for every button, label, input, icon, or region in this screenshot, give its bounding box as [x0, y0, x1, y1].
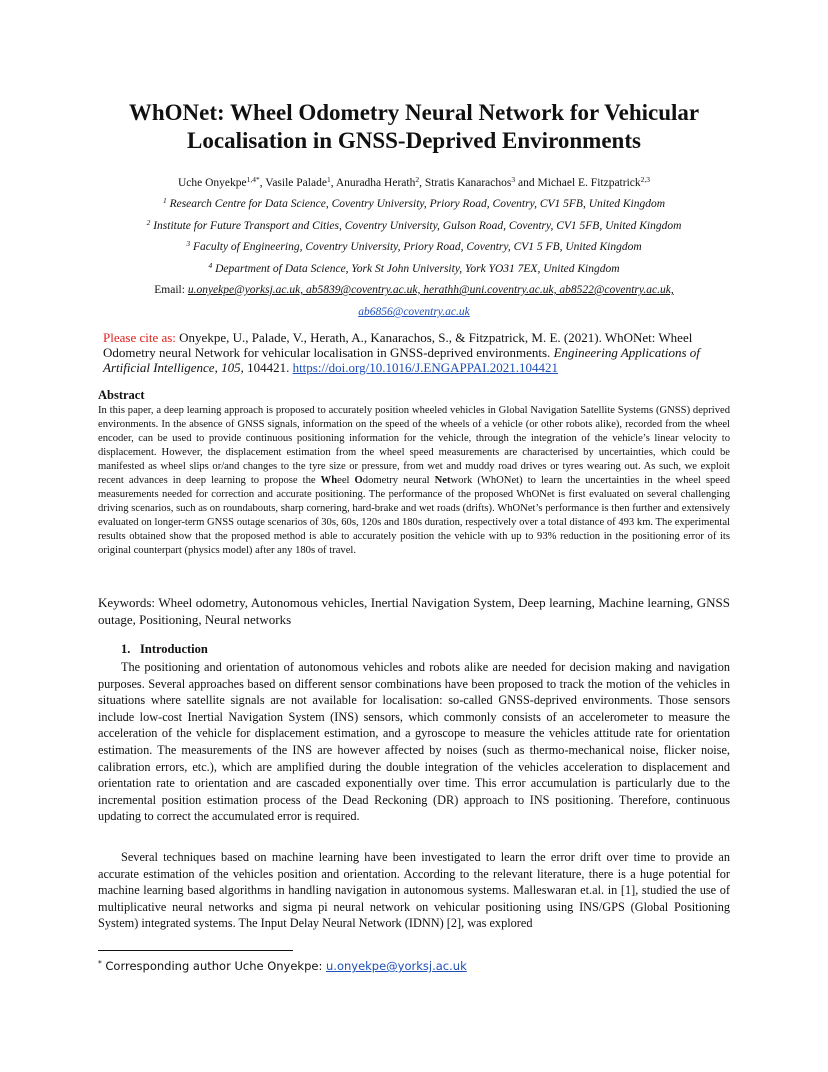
affiliation-text: Institute for Future Transport and Cities, Coventry University, Gulson Road, Coventry, CV1 5FB, United Kingdom — [153, 220, 682, 232]
intro-paragraph-1 — [98, 659, 730, 825]
citation-pages: , 104421. — [240, 360, 293, 375]
affiliation-number: 3 — [186, 239, 191, 248]
citation-volume-separator: , — [214, 360, 222, 375]
affiliation-2 — [40, 219, 788, 233]
affiliation-text: Department of Data Science, York St John University, York YO31 7EX, United Kingdom — [215, 263, 620, 275]
author-affiliation-mark: 1,4* — [246, 175, 260, 184]
author-name: Anuradha Herath — [335, 177, 416, 189]
author-separator: , — [259, 177, 266, 189]
citation-volume: 105 — [221, 360, 241, 375]
abstract-body — [98, 404, 730, 558]
author-separator: , — [419, 177, 425, 189]
footnote-mark: * — [98, 959, 102, 968]
footnote-text: Corresponding author Uche Onyekpe: — [101, 959, 326, 973]
citation-authors: Onyekpe, U., Palade, V., Herath, A., Kanarachos, S., & Fitzpatrick, M. E. (2021). WhONet: Wheel Odometry neural Network for vehicular localisation in GNSS-deprived environments. — [103, 330, 693, 360]
abstract-emphasis: Wh — [320, 475, 338, 486]
abstract-text: work (WhONet) to learn the uncertainties in the wheel speed measurements needed for correction and accurate positioning. The performance of the proposed WhONet is first evaluated on several challenging driving scenarios, such as on roundabouts, sharp cornering, hard-brake and wet roads (drifts). WhONet’s performance is then further and extensively evaluated on longer-term GNSS outage scenarios of 30s, 60s, 120s and 180s duration, respectively over a total distance of 493 km. The experimental results obtained show that the proposed method is able to accurately position the vehicle with up to 93% reduction in the positioning error of its original counterpart (physics model) after any 180s of travel. — [98, 475, 730, 556]
footnote-divider — [98, 950, 293, 951]
section-heading-introduction — [121, 642, 208, 657]
author-separator: , — [330, 177, 336, 189]
paragraph-text: Several techniques based on machine learning have been investigated to learn the error drift over time to provide an accurate estimation of the vehicles position and orientation. According to the relevant literature, there is a huge potential for machine learning based algorithms in handling navigation in autonomous systems. Malleswaran et.al. in [1], studied the use of multiplicative neural networks and sigma pi neural network on vehicular positioning using INS/GPS (Global Positioning System) integrated systems. The Input Delay Neural Network (IDNN) [2], was explored — [98, 850, 730, 931]
affiliation-number: 1 — [162, 196, 167, 205]
paragraph-text: The positioning and orientation of autonomous vehicles and robots alike are needed for decision making and navigation purposes. Several approaches based on different sensor combinations have been proposed to track the motion of the vehicles in situations where satellite signals are not available for localisation: so-called GNSS-deprived environments. Those sensors include low-cost Inertial Navigation System (INS) sensors, which commonly consists of an accelerometer to measure the acceleration of the vehicle for displacement estimation, and a gyroscope to measure the vehicles attitude rate for orientation estimation. The measurements of the INS are however affected by noises (such as thermo-mechanical noise, flicker noise, calibration errors, etc.), which are amplified during the double integration of the vehicles acceleration to displacement and orientation rate to orientation and are cascaded exponentially over time. This error accumulation is particularly due to the incremental position estimation process of the Dead Reckoning (DR) approach to INS positioning. Therefore, continuous updating to correct the accumulated error is required. — [98, 660, 730, 824]
email-links[interactable]: u.onyekpe@yorksj.ac.uk, ab5839@coventry.ac.uk, herathh@uni.coventry.ac.uk, ab8522@coventry.ac.uk, — [187, 284, 674, 296]
footnote — [98, 959, 467, 973]
abstract-heading: Abstract — [98, 388, 145, 402]
abstract-text: eel — [337, 475, 355, 486]
section-title: Introduction — [140, 642, 208, 656]
email-link[interactable]: ab6856@coventry.ac.uk — [358, 306, 470, 318]
title-line-1: WhONet: Wheel Odometry Neural Network for Vehicular — [128, 100, 700, 125]
paper-title — [60, 99, 768, 155]
author-affiliation-mark: 1 — [326, 175, 331, 184]
section-number: 1. — [121, 642, 131, 656]
intro-paragraph-2 — [98, 849, 730, 932]
abstract-emphasis: Net — [434, 475, 451, 486]
title-line-2: Localisation in GNSS-Deprived Environments — [187, 128, 641, 153]
abstract-emphasis: O — [354, 475, 363, 486]
author-separator: and — [515, 177, 538, 189]
email-label: Email: — [154, 284, 188, 296]
affiliation-number: 2 — [146, 218, 151, 227]
keywords: Keywords: Wheel odometry, Autonomous vehicles, Inertial Navigation System, Deep learning, Machine learning, GNSS outage, Positioning, Neural networks — [98, 595, 730, 627]
author-name: Vasile Palade — [265, 177, 327, 189]
abstract-text: In this paper, a deep learning approach is proposed to accurately position wheeled vehicles in Global Navigation Satellite Systems (GNSS) deprived environments. In the absence of GNSS signals, information on the speed of the wheels of a vehicle (or other robots alike), recorded from the wheel encoder, can be used to provide continuous positioning information for the vehicle, through the integration of the vehicle’s linear velocity to displacement. However, the displacement estimation from the wheel speed measurements are characterised by uncertainties, which could be manifested as wheel slips or/and changes to the tyre size or pressure, from wet and muddy road drives or tyres wearing out. As such, we exploit recent advances in deep learning to propose the — [98, 405, 730, 486]
affiliation-text: Research Centre for Data Science, Coventry University, Priory Road, Coventry, CV1 5FB, United Kingdom — [169, 198, 666, 210]
author-affiliation-mark: 2,3 — [640, 175, 651, 184]
author-list — [40, 176, 788, 190]
citation-label: Please cite as: — [103, 330, 180, 345]
author-name: Stratis Kanarachos — [424, 177, 512, 189]
email-line-1 — [40, 283, 788, 297]
author-name: Uche Onyekpe — [177, 177, 247, 189]
author-affiliation-mark: 2 — [415, 175, 420, 184]
affiliation-4 — [40, 262, 788, 276]
doi-link[interactable]: https://doi.org/10.1016/J.ENGAPPAI.2021.104421 — [292, 360, 559, 375]
abstract-text: dometry neural — [362, 475, 435, 486]
affiliation-1 — [40, 197, 788, 211]
citation-block — [103, 330, 743, 375]
citation-journal: Engineering Applications of Artificial Intelligence — [103, 345, 700, 375]
footnote-email-link[interactable]: u.onyekpe@yorksj.ac.uk — [326, 959, 467, 973]
author-name: Michael E. Fitzpatrick — [537, 177, 641, 189]
email-line-2 — [40, 305, 788, 319]
affiliation-number: 4 — [208, 261, 213, 270]
author-affiliation-mark: 3 — [511, 175, 516, 184]
affiliation-text: Faculty of Engineering, Coventry University, Priory Road, Coventry, CV1 5 FB, United Kingdom — [192, 241, 642, 253]
affiliation-3 — [40, 240, 788, 254]
